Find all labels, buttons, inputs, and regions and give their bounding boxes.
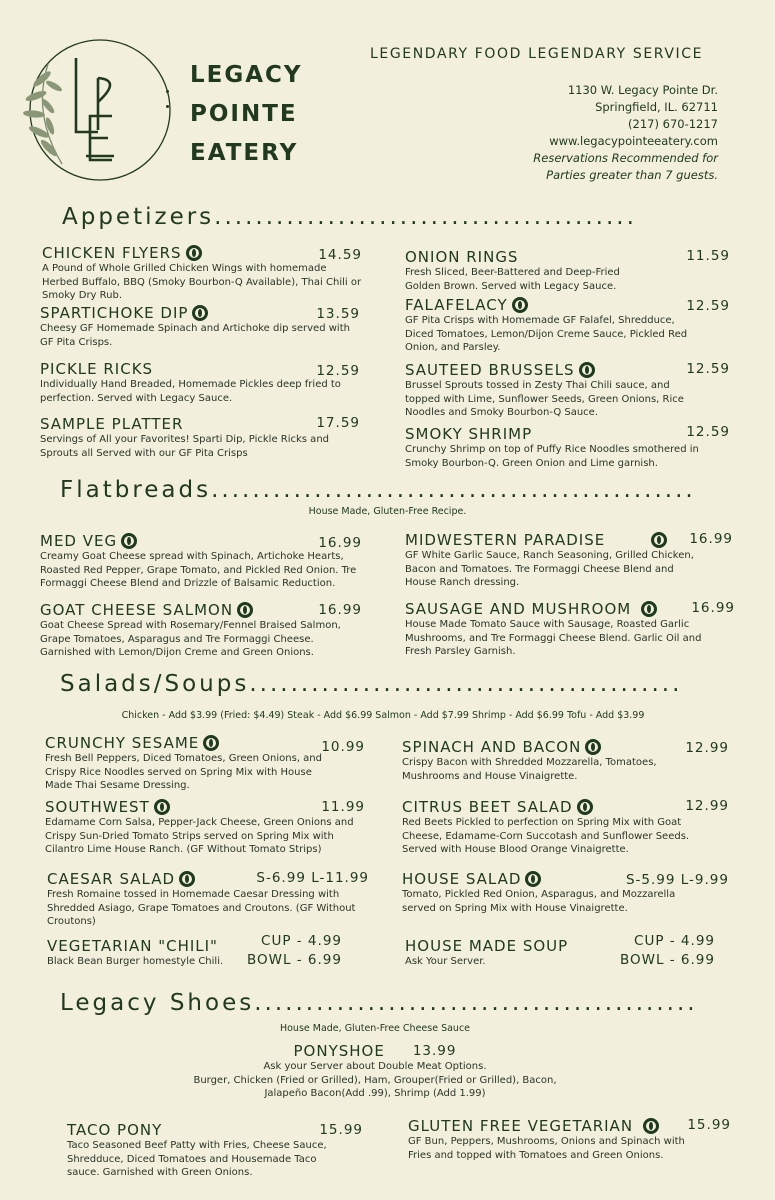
item-name: SPARTICHOKE DIP [40, 304, 189, 322]
item-description: GF Bun, Peppers, Mushrooms, Onions and Spinach with Fries and topped with Tomatoes and Green Onions. [408, 1136, 685, 1161]
gluten-free-icon [192, 305, 208, 321]
item-description: Creamy Goat Cheese spread with Spinach, Artichoke Hearts, Roasted Red Pepper, Grape Tomato, and Pickled Red Onion. Tre Formaggi Cheese Blend and Drizzle of Balsamic Reduction. [40, 551, 357, 589]
reservation-note-2: Parties greater than 7 guests. [546, 168, 718, 182]
item-name: FALAFELACY [405, 296, 508, 314]
menu-item [45, 798, 365, 857]
item-description: GF Pita Crisps with Homemade GF Falafel, Shredduce, Diced Tomatoes, Lemon/Dijon Creme Sauce, Pickled Red Onion, and Parsley. [405, 315, 688, 353]
menu-item [40, 532, 362, 591]
item-price: 13.59 [316, 306, 360, 322]
item-name: SOUTHWEST [45, 798, 150, 816]
website: www.legacypointeeatery.com [549, 134, 718, 148]
menu-item [47, 870, 369, 929]
menu-item [40, 415, 360, 460]
item-price-bowl: BOWL - 6.99 [246, 952, 342, 968]
menu-item [405, 600, 735, 659]
menu-item [402, 870, 729, 915]
menu-item [42, 244, 362, 303]
item-description: Brussel Sprouts tossed in Zesty Thai Chili sauce, and topped with Lime, Sunflower Seeds, Green Onions, Rice Noodles and Smoky Bourbon-Q Sauce. [405, 380, 684, 418]
section-title-salads: Salads/Soups.......................................... [60, 671, 683, 697]
gluten-free-icon [203, 735, 219, 751]
item-price: 12.99 [685, 798, 729, 814]
item-description-line-2: Burger, Chicken (Fried or Grilled), Ham, Grouper(Fried or Grilled), Bacon, [193, 1074, 557, 1086]
gluten-free-icon [237, 602, 253, 618]
item-description: GF White Garlic Sauce, Ranch Seasoning, Grilled Chicken, Bacon and Tomatoes. Tre Formaggi Cheese Blend and House Ranch dressing. [405, 550, 694, 588]
item-price: 12.59 [686, 424, 730, 440]
item-name: VEGETARIAN "CHILI" [47, 937, 218, 955]
item-price: 11.99 [321, 799, 365, 815]
tagline: LEGENDARY FOOD LEGENDARY SERVICE [370, 46, 704, 62]
item-name: HOUSE MADE SOUP [405, 937, 569, 955]
item-description: Ask Your Server. [405, 956, 486, 967]
item-name: CRUNCHY SESAME [45, 734, 200, 752]
contact-block [533, 82, 718, 184]
item-price: 12.59 [316, 363, 360, 379]
menu-item [402, 738, 729, 783]
item-price: 14.59 [318, 247, 362, 263]
reservation-note-1: Reservations Recommended for [533, 151, 718, 165]
item-name: HOUSE SALAD [402, 870, 522, 888]
item-name: SAUTEED BRUSSELS [405, 361, 575, 379]
gluten-free-icon [154, 799, 170, 815]
item-price: 16.99 [318, 602, 362, 618]
brand-line-1: LEGACY [190, 62, 303, 88]
item-description-line-3: Jalapeño Bacon(Add .99), Shrimp (Add 1.99) [264, 1088, 486, 1099]
item-price: S-5.99 L-9.99 [625, 872, 729, 888]
item-price-cup: CUP - 4.99 [634, 933, 715, 949]
laurel-leaf-icon [12, 34, 172, 184]
gluten-free-icon [651, 532, 667, 548]
item-name: SAMPLE PLATTER [40, 415, 184, 433]
item-name: SPINACH AND BACON [402, 738, 582, 756]
item-description: Fresh Romaine tossed in Homemade Caesar Dressing with Shredded Asiago, Grape Tomatoes and Croutons. (GF Without Croutons) [47, 889, 356, 927]
menu-item [408, 1117, 731, 1162]
gluten-free-icon [186, 245, 202, 261]
menu-item [40, 360, 360, 405]
item-description: Crunchy Shrimp on top of Puffy Rice Noodles smothered in Smoky Bourbon-Q. Green Onion and Lime garnish. [405, 444, 699, 469]
menu-item [67, 1121, 363, 1180]
section-title-shoes: Legacy Shoes........................................... [60, 990, 698, 1016]
section-note-salads: Chicken - Add $3.99 (Fried: $4.49) Steak - Add $6.99 Salmon - Add $7.99 Shrimp - Add $6.99 Tofu - Add $3.99 [121, 710, 645, 721]
menu-item [45, 734, 365, 793]
item-name: SAUSAGE AND MUSHROOM [405, 600, 632, 618]
item-price: S-6.99 L-11.99 [256, 870, 369, 886]
item-price: 15.99 [687, 1117, 731, 1133]
gluten-free-icon [585, 739, 601, 755]
menu-item [47, 933, 347, 969]
section-note-flatbreads: House Made, Gluten-Free Recipe. [308, 506, 467, 517]
gluten-free-icon [179, 871, 195, 887]
logo [12, 34, 172, 184]
item-price-cup: CUP - 4.99 [261, 933, 342, 949]
item-description: Goat Cheese Spread with Rosemary/Fennel Braised Salmon, Grape Tomatoes, Asparagus and Tre Formaggi Cheese. Garnished with Lemon/Dijon Creme and Green Onions. [40, 620, 341, 658]
item-name: MED VEG [40, 532, 118, 550]
item-name: CAESAR SALAD [47, 870, 176, 888]
section-title-flatbreads: Flatbreads............................................... [60, 477, 696, 503]
menu-item [405, 248, 730, 293]
item-description: Edamame Corn Salsa, Pepper-Jack Cheese, Green Onions and Crispy Sun-Dried Tomato Strips served on Spring Mix with Cilantro Lime House Ranch. (GF Without Tomato Strips) [45, 817, 354, 855]
item-price: 16.99 [689, 531, 733, 547]
item-price: 13.99 [412, 1043, 457, 1059]
item-name: ONION RINGS [405, 248, 519, 266]
section-title-appetizers: Appetizers......................................... [62, 204, 637, 230]
gluten-free-icon [512, 297, 528, 313]
menu-item [40, 601, 362, 660]
item-description: Tomato, Pickled Red Onion, Asparagus, and Mozzarella served on Spring Mix with House Vinaigrette. [402, 889, 676, 914]
brand-line-2: POINTE [190, 101, 298, 127]
menu-item [405, 296, 730, 355]
menu-item [405, 361, 730, 420]
address-line-2: Springfield, IL. 62711 [595, 100, 718, 114]
item-name: CITRUS BEET SALAD [402, 798, 573, 816]
item-price: 10.99 [321, 739, 365, 755]
item-name: PICKLE RICKS [40, 360, 154, 378]
item-description-line-1: Ask your Server about Double Meat Options. [263, 1061, 487, 1072]
item-price-bowl: BOWL - 6.99 [619, 952, 715, 968]
gluten-free-icon [579, 362, 595, 378]
item-price: 15.99 [319, 1122, 363, 1138]
item-price: 16.99 [691, 600, 735, 616]
item-description: Cheesy GF Homemade Spinach and Artichoke dip served with GF Pita Crisps. [40, 323, 350, 348]
gluten-free-icon [525, 871, 541, 887]
item-price: 12.59 [686, 298, 730, 314]
item-name: MIDWESTERN PARADISE [405, 531, 606, 549]
item-name: PONYSHOE [293, 1042, 385, 1060]
item-name: TACO PONY [67, 1121, 163, 1139]
menu-item [405, 425, 730, 470]
item-description: Black Bean Burger homestyle Chili. [47, 956, 224, 967]
menu-item [405, 933, 715, 969]
item-name: CHICKEN FLYERS [42, 244, 182, 262]
item-price: 12.59 [686, 361, 730, 377]
item-description: Fresh Bell Peppers, Diced Tomatoes, Green Onions, and Crispy Rice Noodles served on Spring Mix with House Made Thai Sesame Dressing. [45, 753, 322, 791]
item-description: Crispy Bacon with Shredded Mozzarella, Tomatoes, Mushrooms and House Vinaigrette. [402, 757, 657, 782]
gluten-free-icon [121, 533, 137, 549]
item-name: GLUTEN FREE VEGETARIAN [408, 1117, 634, 1135]
item-price: 16.99 [318, 535, 362, 551]
gluten-free-icon [643, 1118, 659, 1134]
item-price: 11.59 [686, 248, 730, 264]
menu-item [40, 304, 360, 349]
item-description: Taco Seasoned Beef Patty with Fries, Cheese Sauce, Shredduce, Diced Tomatoes and Housemade Taco sauce. Garnished with Green Onions. [67, 1140, 327, 1178]
item-price: 12.99 [685, 740, 729, 756]
item-description: Servings of All your Favorites! Sparti Dip, Pickle Ricks and Sprouts all Served with our GF Pita Crisps [40, 434, 329, 459]
item-price: 17.59 [316, 415, 360, 431]
brand-line-3: EATERY [190, 140, 299, 166]
item-description: House Made Tomato Sauce with Sausage, Roasted Garlic Mushrooms, and Tre Formaggi Cheese Blend. Garlic Oil and Fresh Parsley Garnish. [405, 619, 702, 657]
menu-item [402, 798, 729, 857]
brand-dots [166, 90, 170, 108]
gluten-free-icon [641, 601, 657, 617]
item-description: Fresh Sliced, Beer-Battered and Deep-Fried Golden Brown. Served with Legacy Sauce. [405, 267, 620, 292]
item-name: SMOKY SHRIMP [405, 425, 533, 443]
item-name: GOAT CHEESE SALMON [40, 601, 234, 619]
section-note-shoes: House Made, Gluten-Free Cheese Sauce [279, 1023, 471, 1034]
address-line-1: 1130 W. Legacy Pointe Dr. [567, 83, 718, 97]
brand-name [190, 56, 303, 173]
menu-item-ponyshoe [0, 1042, 750, 1101]
phone: (217) 670-1217 [628, 117, 718, 131]
menu-item [405, 531, 733, 590]
gluten-free-icon [577, 799, 593, 815]
item-description: Red Beets Pickled to perfection on Spring Mix with Goat Cheese, Edamame-Corn Succotash and Sunflower Seeds. Served with House Blood Orange Vinaigrette. [402, 817, 690, 855]
item-description: A Pound of Whole Grilled Chicken Wings with homemade Herbed Buffalo, BBQ (Smoky Bourbon-Q Available), Thai Chili or Smoky Dry Rub. [42, 263, 362, 301]
item-description: Individually Hand Breaded, Homemade Pickles deep fried to perfection. Served with Legacy Sauce. [40, 379, 341, 404]
